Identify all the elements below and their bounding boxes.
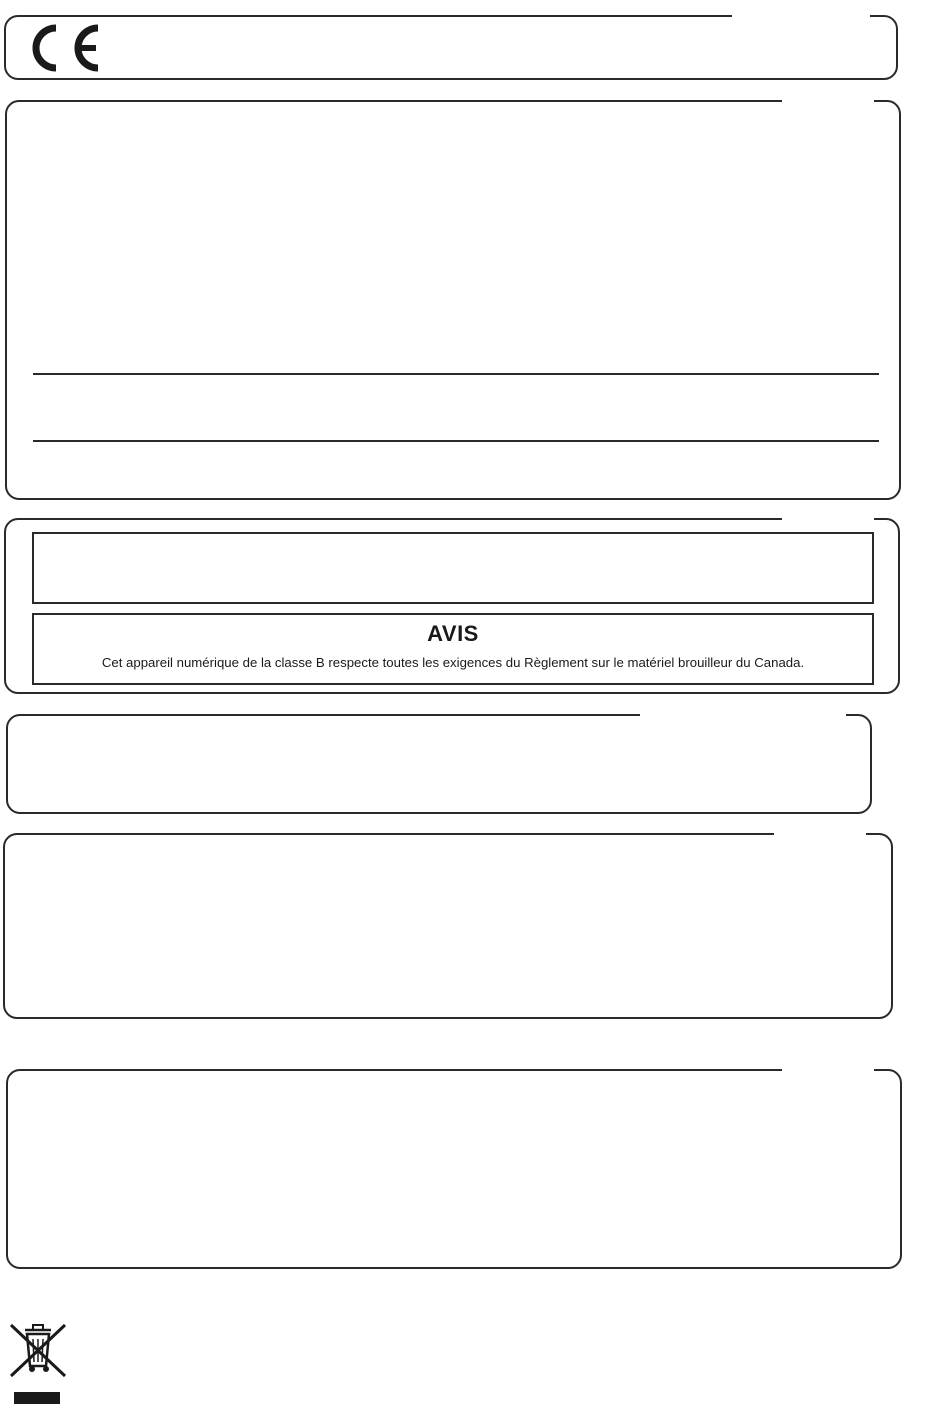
ce-mark-box (4, 15, 898, 80)
avis-panel (32, 613, 874, 685)
crossed-out-wheelie-bin-icon (8, 1322, 68, 1404)
notice-box-2 (6, 714, 872, 814)
notice-box-4 (6, 1069, 902, 1269)
notice-panel-blank (32, 532, 874, 604)
divider (33, 373, 879, 375)
divider (33, 440, 879, 442)
notice-box-3 (3, 833, 893, 1019)
regulatory-notice-box (4, 518, 900, 694)
avis-text: Cet appareil numérique de la classe B respecte toutes les exigences du Règlement sur le matériel brouilleur du Canada. (101, 655, 805, 670)
notice-box-1 (5, 100, 901, 500)
ce-marking-icon (28, 22, 108, 74)
avis-title: AVIS (427, 621, 479, 646)
